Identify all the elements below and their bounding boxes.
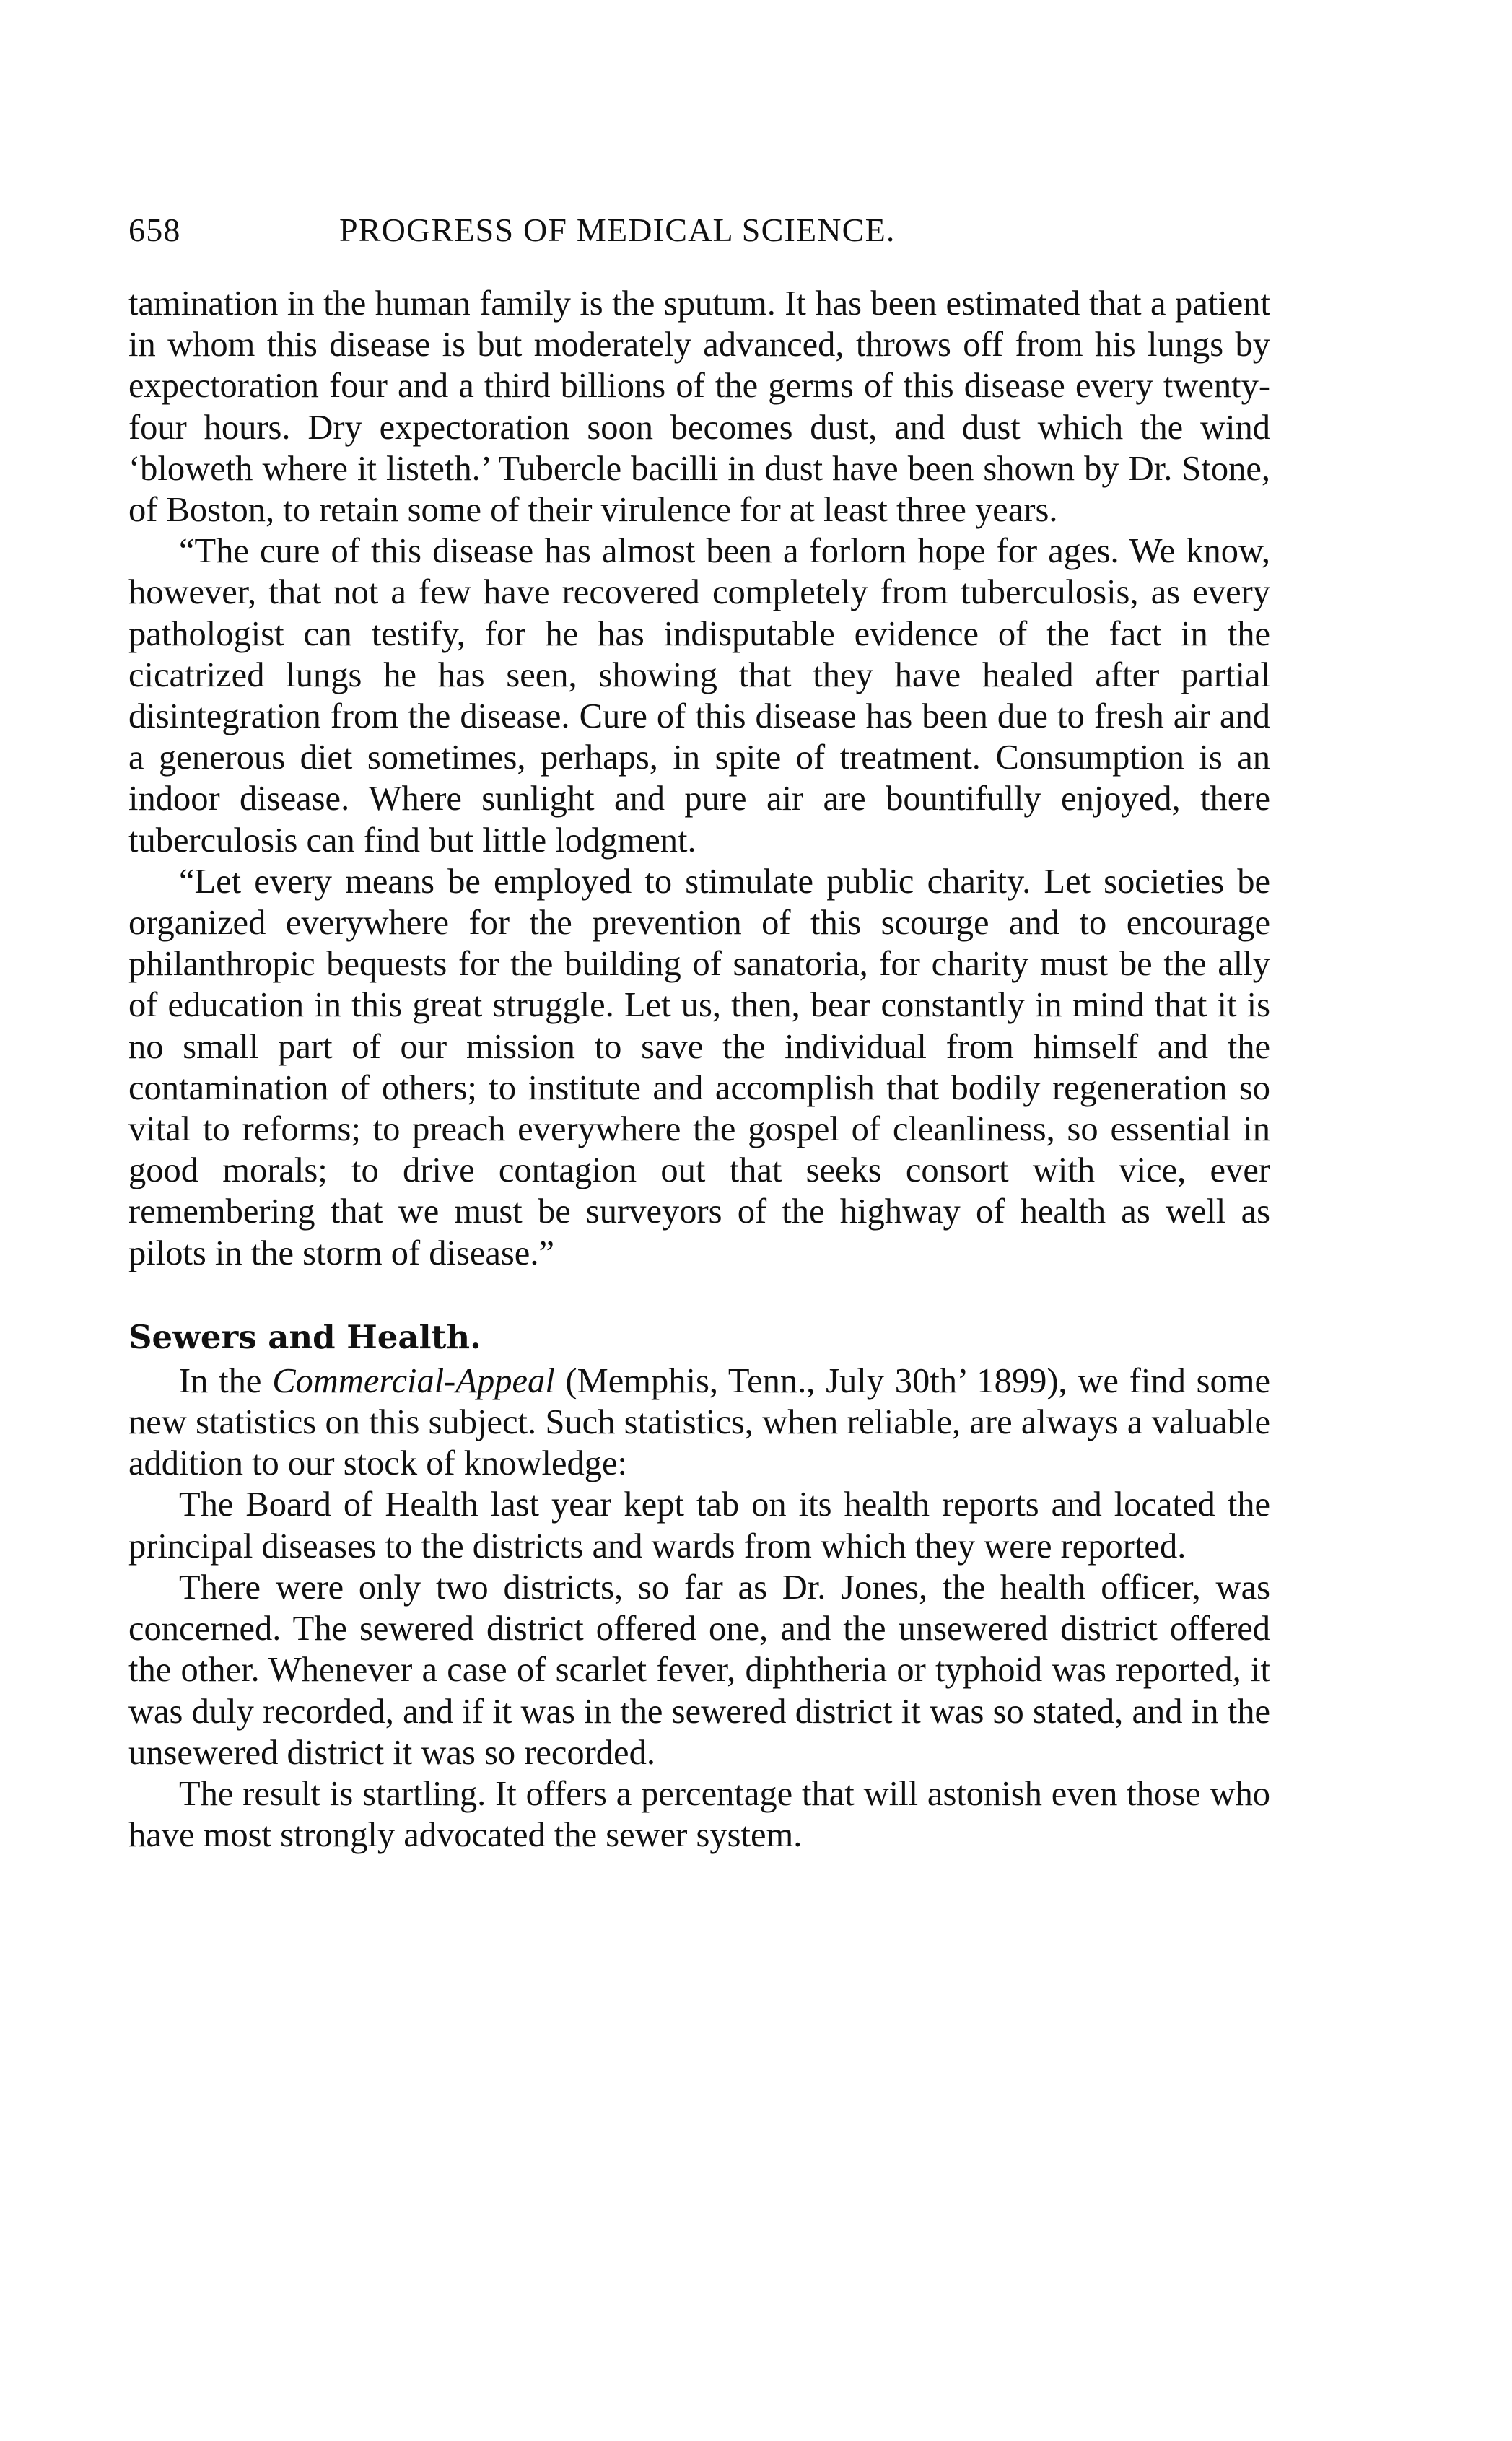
running-title: PROGRESS OF MEDICAL SCIENCE. [339, 211, 896, 248]
running-header [128, 211, 1262, 254]
page-number: 658 [128, 211, 181, 248]
paragraph-public-charity: “Let every means be employed to stimulate public charity. Let societies be organized everywhere for the prevention of this scourge and to encourage philanthropic bequests for the building of sanatoria, for charity must be the ally of education in this great struggle. Let us, then, bear constantly in mind that it is no small part of our mission to save the individual from himself and the contamination of others; to institute and accomplish that bodily regeneration so vital to reforms; to preach everywhere the gospel of cleanliness, so essential in good morals; to drive contagion out that seeks consort with vice, ever remembering that we must be surveyors of the highway of health as well as pilots in the storm of disease.” [128, 862, 1270, 1272]
paragraph-board-of-health: The Board of Health last year kept tab on its health reports and located the principal diseases to the districts and wards from which they were reported. [128, 1485, 1270, 1566]
section-intro-paragraph [128, 1361, 1270, 1485]
paragraph-two-districts: There were only two districts, so far as Dr. Jones, the health officer, was concerned. The sewered district offered one, and the unsewered district offered the other. Whenever a case of scarlet fever, diphtheria or typhoid was reported, it was duly recorded, and if it was in the sewered district it was so stated, and in the unsewered district it was so recorded. [128, 1568, 1270, 1772]
section-heading: Sewers and Health. [128, 1317, 481, 1356]
intro-text-end: (Memphis, Tenn., July 30th’ 1899), we find some new statistics on this subject. Such statistics, when reliable, are always a valuable addition to our stock of knowledge: [128, 1361, 1270, 1483]
newspaper-title: Commercial-Appeal [272, 1361, 555, 1400]
paragraph-result: The result is startling. It offers a percentage that will astonish even those who have most strongly advocated the sewer system. [128, 1774, 1270, 1855]
paragraph-cure-of-disease: “The cure of this disease has almost been a forlorn hope for ages. We know, however, that not a few have recovered completely from tuberculosis, as every pathologist can testify, for he has indisputable evidence of the fact in the cicatrized lungs he has seen, showing that they have healed after partial disintegration from the disease. Cure of this disease has been due to fresh air and a generous diet sometimes, perhaps, in spite of treatment. Consumption is an indoor disease. Where sunlight and pure air are bountifully enjoyed, there tuberculosis can find but little lodgment. [128, 532, 1270, 860]
page-body [128, 283, 1270, 1856]
intro-text-start: In the [179, 1361, 273, 1400]
continued-paragraph: tamination in the human family is the sputum. It has been estimated that a patient in whom this disease is but moderately advanced, throws off from his lungs by expectoration four and a third billions of the germs of this disease every twenty-four hours. Dry expectoration soon becomes dust, and dust which the wind ‘bloweth where it listeth.’ Tubercle bacilli in dust have been shown by Dr. Stone, of Boston, to retain some of their virulence for at least three years. [128, 284, 1270, 530]
